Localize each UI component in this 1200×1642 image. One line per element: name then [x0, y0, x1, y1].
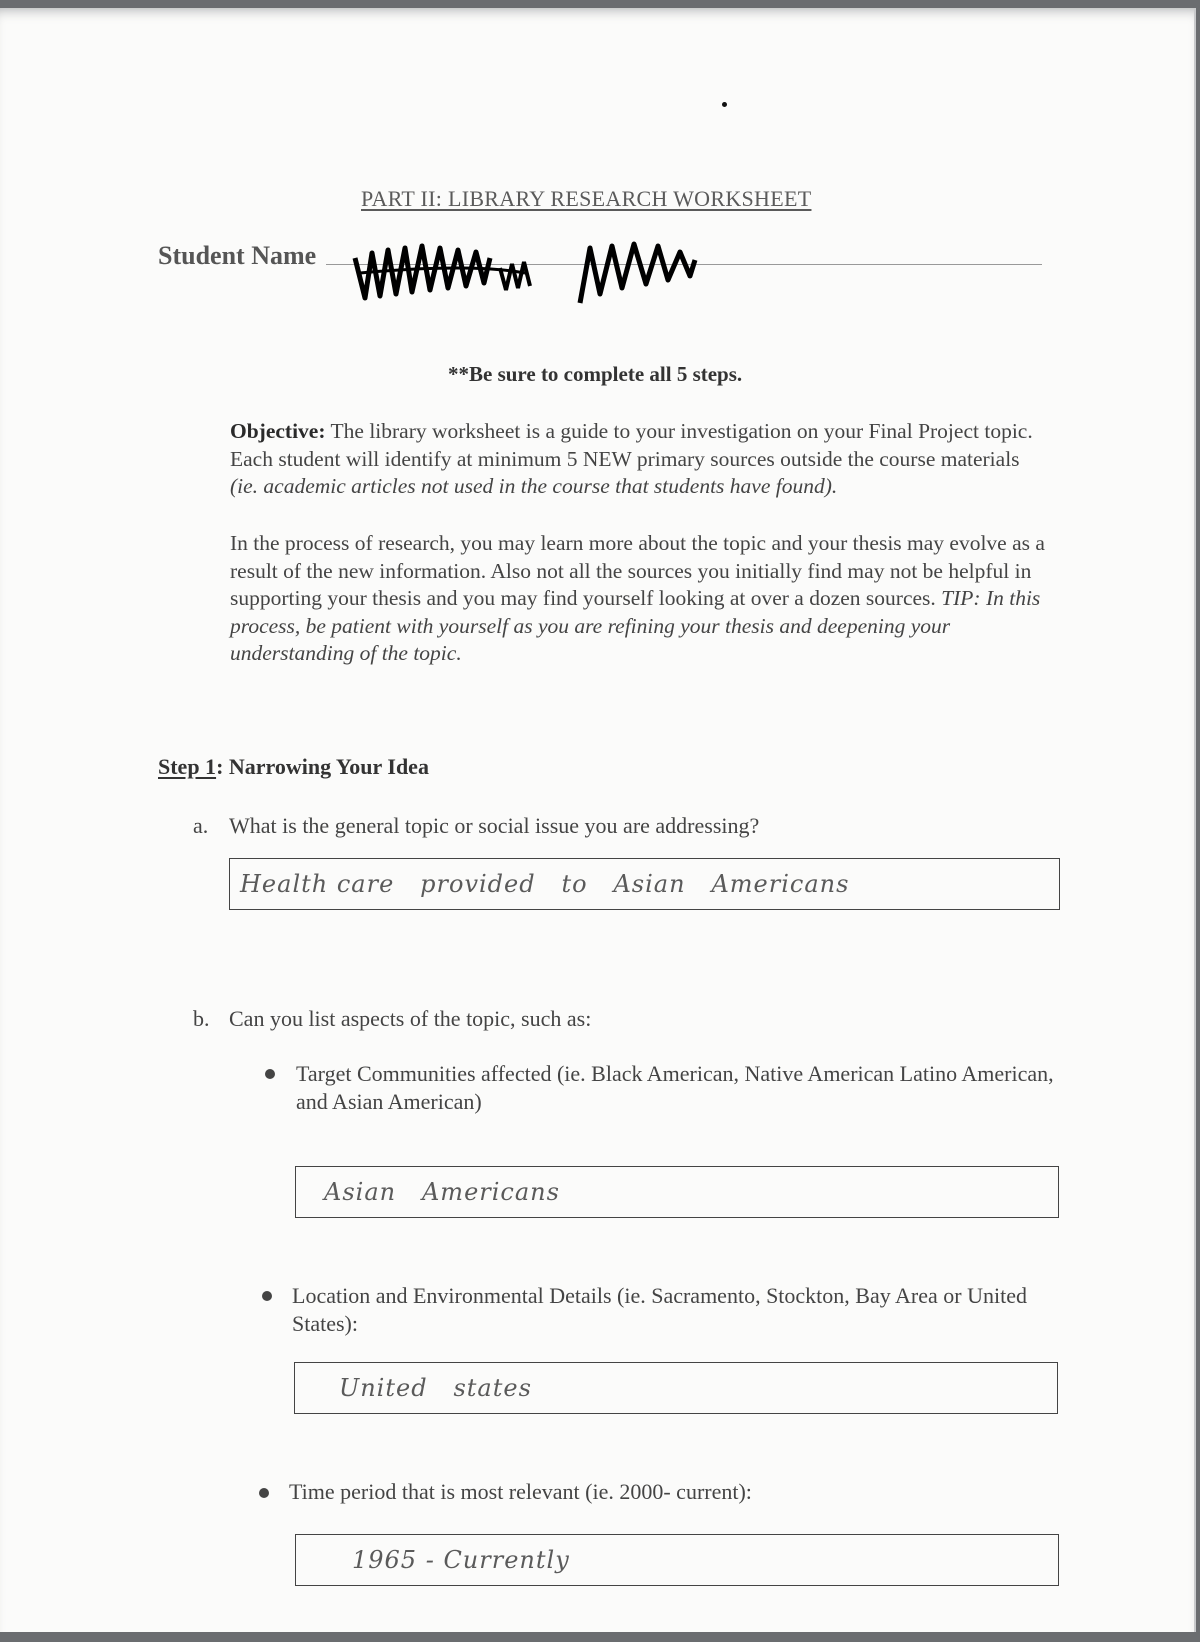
aspect-location-prompt: Location and Environmental Details (ie. Sacramento, Stockton, Bay Area or United States): [292, 1283, 1027, 1336]
question-a-text: What is the general topic or social issue you are addressing? [229, 813, 760, 838]
process-text: In the process of research, you may learn more about the topic and your thesis may evolve as a result of the new information. Also not all the sources you initially find may not be helpful in supporting your thesis and you may find yourself looking at over a dozen sources. [230, 531, 1045, 610]
question-a-marker: a. [193, 813, 209, 838]
aspect-time-handwriting: 1965 - Currently [352, 1546, 570, 1574]
aspect-location-handwriting: United states [339, 1374, 532, 1402]
completion-reminder: **Be sure to complete all 5 steps. [448, 362, 743, 386]
aspect-communities-prompt: Target Communities affected (ie. Black American, Native American Latino American, and Asian American) [296, 1061, 1054, 1114]
aspect-communities-handwriting: Asian Americans [324, 1178, 560, 1206]
bullet-icon [259, 1488, 269, 1498]
objective-paragraph [230, 418, 1045, 501]
objective-text: The library worksheet is a guide to your investigation on your Final Project topic. Each student will identify at minimum 5 NEW primary sources outside the course materials [230, 419, 1033, 471]
question-b-marker: b. [193, 1006, 210, 1031]
question-b-text: Can you list aspects of the topic, such as: [229, 1006, 592, 1031]
worksheet-page [0, 8, 1196, 1632]
aspect-location-answer-box[interactable] [294, 1362, 1058, 1414]
aspect-time-prompt: Time period that is most relevant (ie. 2000- current): [289, 1479, 752, 1504]
student-name-label: Student Name [158, 241, 317, 270]
process-paragraph [230, 530, 1045, 668]
step1-title: : Narrowing Your Idea [216, 754, 429, 779]
bullet-icon [265, 1069, 275, 1079]
objective-label: Objective: [230, 419, 326, 443]
stray-dot [722, 102, 727, 107]
answer-a-handwriting: Health care provided to Asian Americans [240, 870, 850, 898]
redacted-name-scribble [350, 228, 700, 308]
page-title: PART II: LIBRARY RESEARCH WORKSHEET [361, 186, 812, 211]
aspect-time-answer-box[interactable] [295, 1534, 1059, 1586]
objective-italic-note: (ie. academic articles not used in the course that students have found). [230, 474, 838, 498]
step1-label: Step 1 [158, 754, 217, 779]
tip-text: TIP: In this process, be patient with yourself as you are refining your thesis and deepening your understanding of the topic. [230, 586, 1041, 665]
bullet-icon [262, 1291, 272, 1301]
aspect-communities-answer-box[interactable] [295, 1166, 1059, 1218]
answer-a-box[interactable] [229, 858, 1060, 910]
step1-heading [158, 754, 429, 780]
